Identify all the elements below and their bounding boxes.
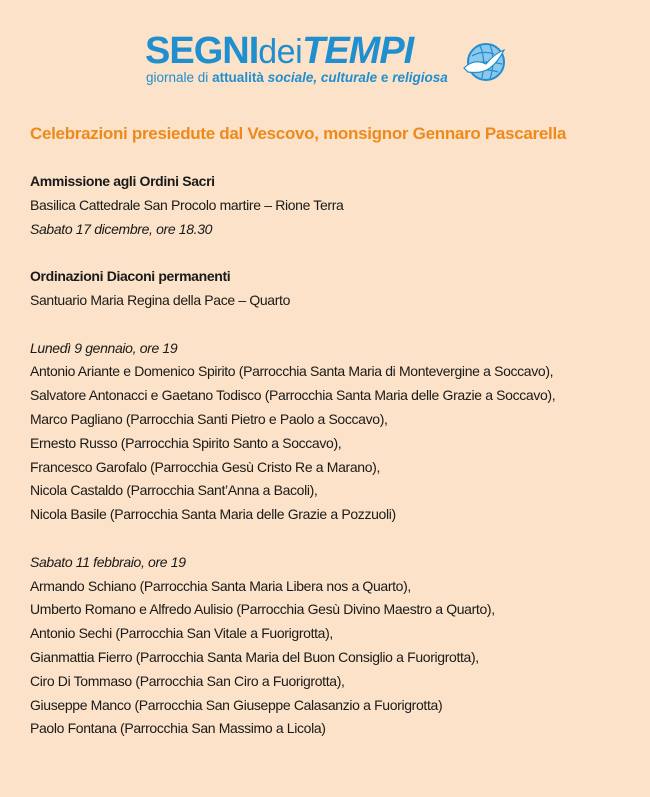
masthead-tempi: TEMPI — [302, 30, 414, 72]
tagline-bold: attualità — [212, 70, 264, 85]
masthead-tagline — [146, 70, 448, 85]
group2-date: Sabato 11 febbraio, ore 19 — [30, 553, 186, 570]
group1-date: Lunedì 9 gennaio, ore 19 — [30, 339, 178, 356]
list-item: Nicola Basile (Parrocchia Santa Maria delle Grazie a Pozzuoli) — [30, 506, 396, 523]
list-item: Gianmattia Fierro (Parrocchia Santa Maria del Buon Consiglio a Fuorigrotta), — [30, 648, 479, 665]
list-item: Antonio Sechi (Parrocchia San Vitale a Fuorigrotta), — [30, 625, 333, 642]
spacer — [30, 527, 630, 551]
masthead-segni: SEGNI — [145, 30, 259, 72]
list-item: Antonio Ariante e Domenico Spirito (Parrocchia Santa Maria di Montevergine a Soccavo), — [30, 363, 554, 380]
tagline-prefix: giornale di — [146, 70, 209, 85]
masthead-dei: dei — [258, 33, 303, 71]
list-item: Salvatore Antonacci e Gaetano Todisco (Parrocchia Santa Maria delle Grazie a Soccavo), — [30, 387, 556, 404]
section1-title: Ammissione agli Ordini Sacri — [30, 173, 215, 189]
list-item: Paolo Fontana (Parrocchia San Massimo a Licola) — [30, 720, 326, 737]
section1-place: Basilica Cattedrale San Procolo martire – Rione Terra — [30, 196, 344, 213]
tagline-italic: sociale, culturale — [267, 70, 378, 85]
list-item: Giuseppe Manco (Parrocchia San Giuseppe Calasanzio a Fuorigrotta) — [30, 696, 443, 713]
list-item: Francesco Garofalo (Parrocchia Gesù Cristo Re a Marano), — [30, 458, 380, 475]
tagline-last: religiosa — [392, 70, 448, 85]
list-item: Umberto Romano e Alfredo Aulisio (Parrocchia Gesù Divino Maestro a Quarto), — [30, 601, 495, 618]
list-item: Armando Schiano (Parrocchia Santa Maria Libera nos a Quarto), — [30, 577, 411, 594]
article — [30, 122, 630, 741]
list-item: Nicola Castaldo (Parrocchia Sant’Anna a Bacoli), — [30, 482, 318, 499]
section2-place: Santuario Maria Regina della Pace – Quarto — [30, 291, 291, 308]
masthead — [145, 32, 515, 92]
tagline-e: e — [380, 70, 389, 85]
section1-date: Sabato 17 dicembre, ore 18.30 — [30, 220, 213, 237]
list-item: Ernesto Russo (Parrocchia Spirito Santo a Soccavo), — [30, 434, 342, 451]
headline: Celebrazioni presiedute dal Vescovo, monsignor Gennaro Pascarella — [30, 124, 567, 143]
globe-dove-icon — [460, 38, 508, 84]
section2-title: Ordinazioni Diaconi permanenti — [30, 268, 231, 285]
spacer — [30, 313, 630, 337]
spacer — [30, 241, 630, 265]
masthead-title — [145, 32, 413, 70]
list-item: Marco Pagliano (Parrocchia Santi Pietro e Paolo a Soccavo), — [30, 410, 388, 427]
list-item: Ciro Di Tommaso (Parrocchia San Ciro a Fuorigrotta), — [30, 672, 345, 689]
